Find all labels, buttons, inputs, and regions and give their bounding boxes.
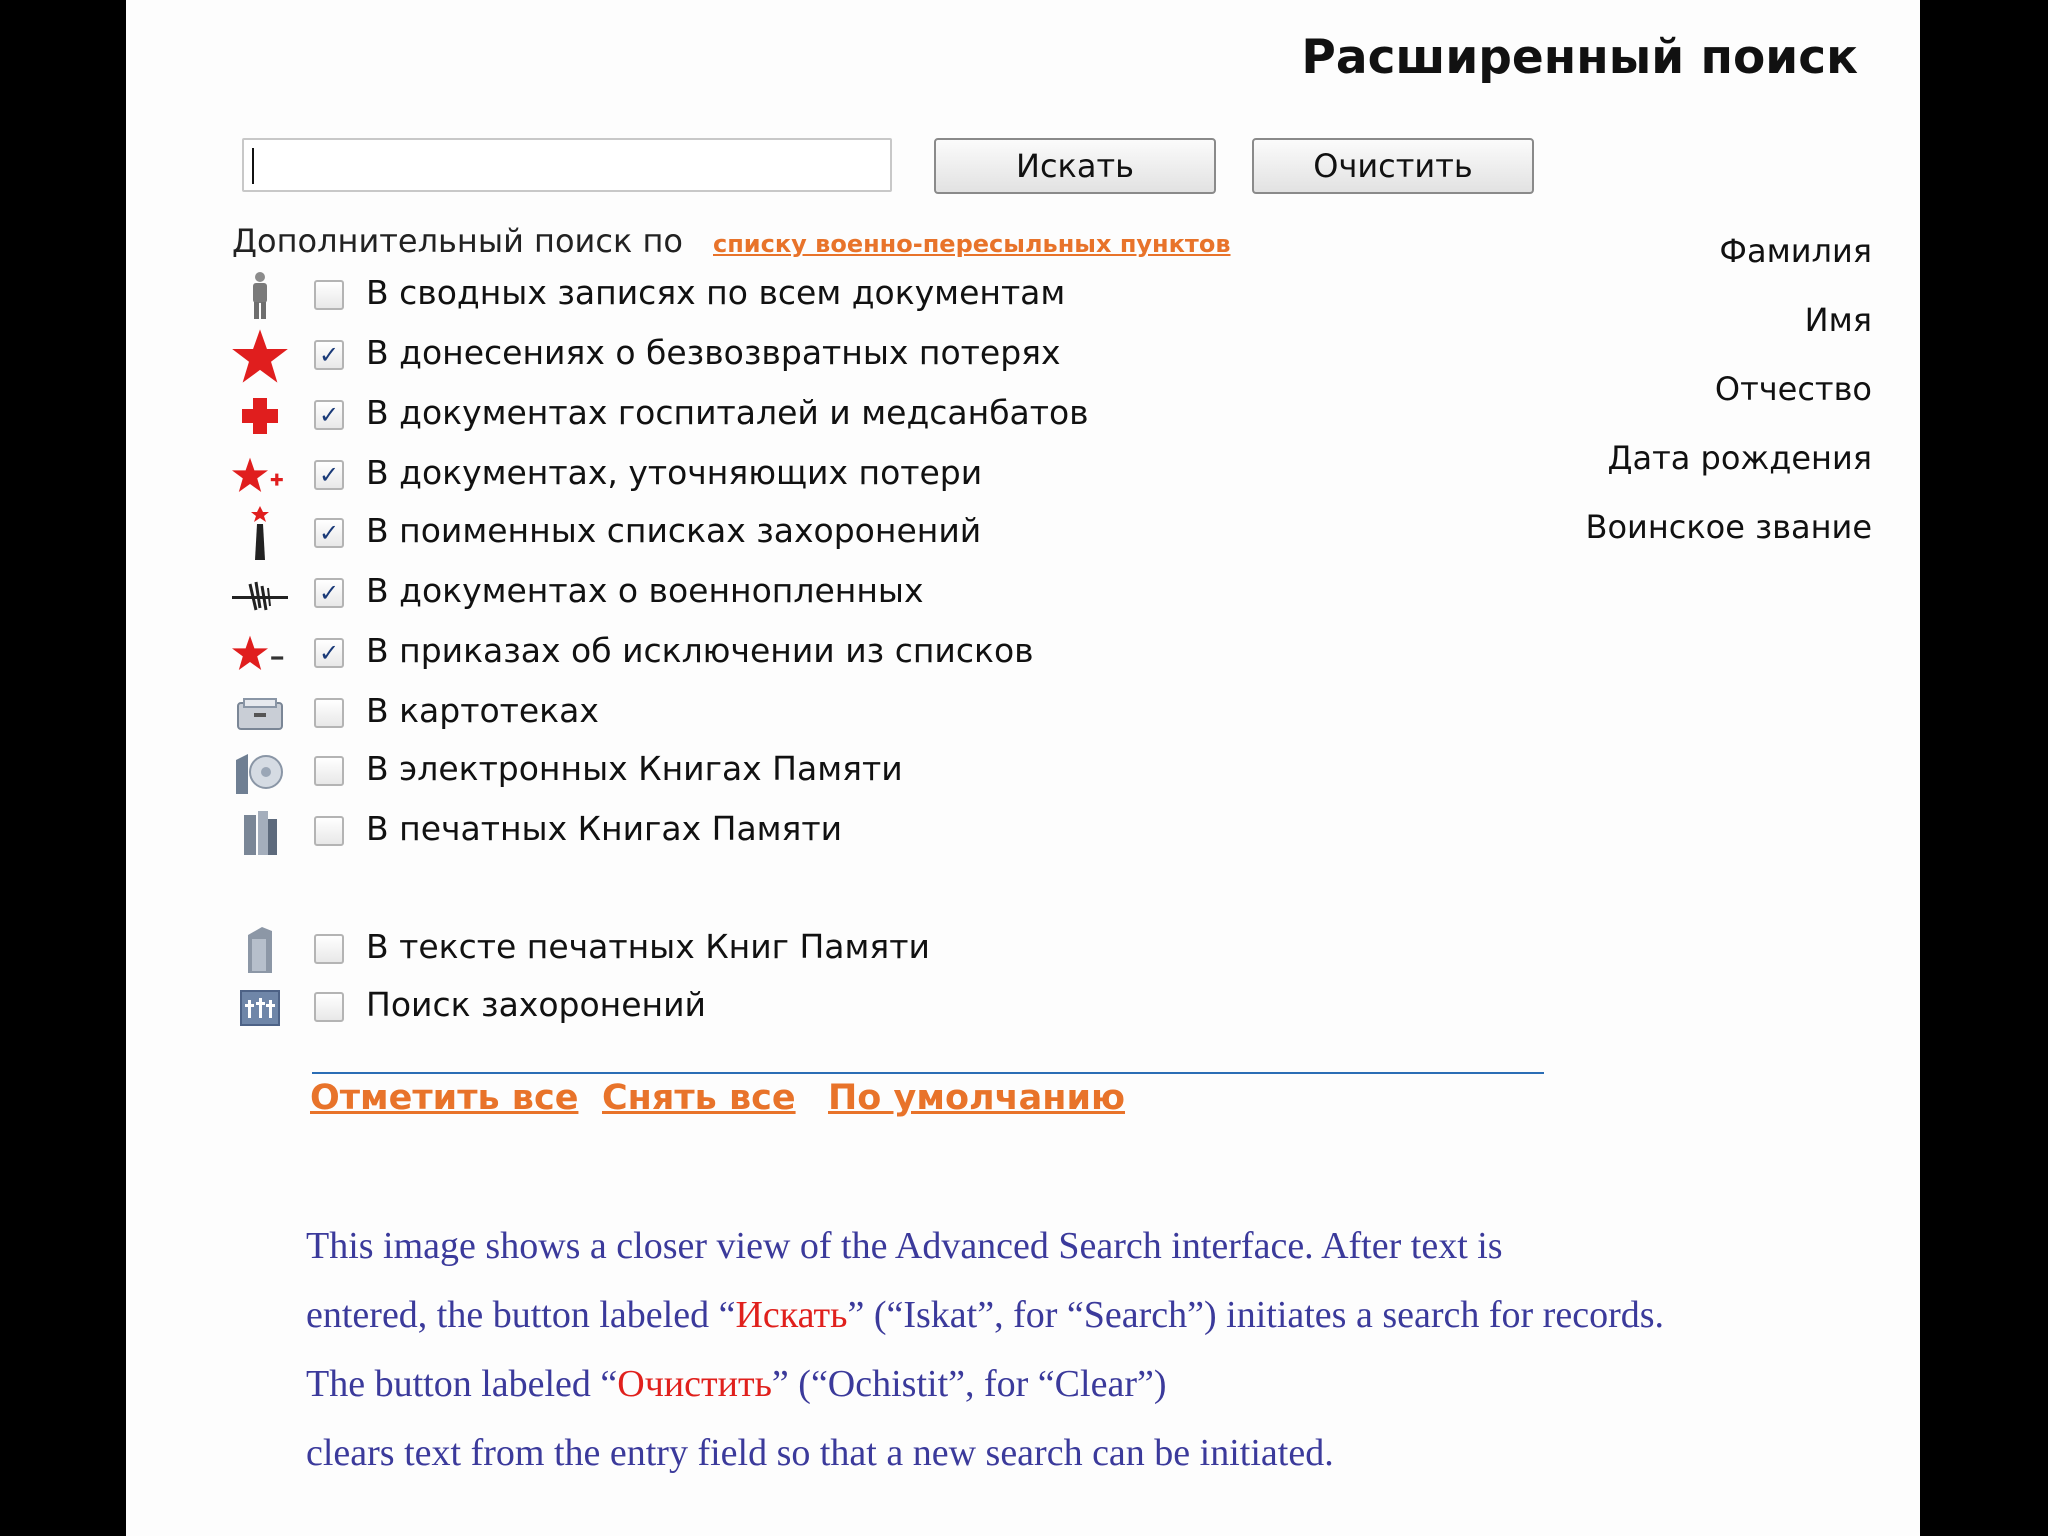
checkbox[interactable] xyxy=(314,698,344,728)
field-label-patronymic: Отчество xyxy=(1714,370,1872,408)
option-label: В донесениях о безвозвратных потерях xyxy=(366,333,1061,372)
option-row[interactable] xyxy=(126,626,1126,682)
cd-book-icon xyxy=(230,744,290,800)
option-label: В картотеках xyxy=(366,691,599,730)
option-row[interactable] xyxy=(126,448,1126,504)
search-button[interactable]: Искать xyxy=(934,138,1216,194)
select-all-link[interactable]: Отметить все xyxy=(310,1078,579,1118)
person-icon xyxy=(230,268,290,324)
option-row[interactable] xyxy=(126,388,1126,444)
note-line xyxy=(306,1350,1886,1419)
option-row[interactable] xyxy=(126,506,1126,562)
star-plus-icon xyxy=(230,448,290,504)
checkbox[interactable] xyxy=(314,992,344,1022)
transit-points-link[interactable]: списку военно-пересыльных пунктов xyxy=(713,230,1231,258)
option-label: Поиск захоронений xyxy=(366,985,706,1024)
divider xyxy=(312,1072,1544,1074)
checkbox[interactable] xyxy=(314,280,344,310)
field-labels xyxy=(1586,232,1873,577)
option-label: В сводных записях по всем документам xyxy=(366,273,1066,312)
option-label: В документах госпиталей и медсанбатов xyxy=(366,393,1089,432)
red-cross-icon xyxy=(230,388,290,444)
barbed-wire-icon xyxy=(230,566,290,622)
extra-search-label: Дополнительный поиск по xyxy=(232,222,683,260)
field-label-name: Имя xyxy=(1804,301,1872,339)
note-text: ” (“Iskat”, for “Search”) initiates a search for records. xyxy=(847,1294,1665,1336)
note-russian-word: Очистить xyxy=(617,1363,772,1405)
page-title: Расширенный поиск xyxy=(1301,30,1858,85)
checkbox[interactable] xyxy=(314,816,344,846)
field-label-military-rank: Воинское звание xyxy=(1585,508,1872,546)
printed-books-icon xyxy=(230,804,290,860)
note-text: entered, the button labeled “ xyxy=(306,1294,736,1336)
option-row[interactable] xyxy=(126,268,1126,324)
note-line: This image shows a closer view of the Advanced Search interface. After text is xyxy=(306,1225,1503,1267)
checkbox[interactable]: ✓ xyxy=(314,340,344,370)
obelisk-icon xyxy=(230,506,290,562)
option-row[interactable] xyxy=(126,566,1126,622)
explanatory-note xyxy=(306,1212,1886,1488)
checkbox[interactable]: ✓ xyxy=(314,518,344,548)
option-label: В документах, уточняющих потери xyxy=(366,453,983,492)
page xyxy=(126,0,1920,1536)
checkbox[interactable]: ✓ xyxy=(314,578,344,608)
default-link[interactable]: По умолчанию xyxy=(828,1078,1126,1118)
option-label: В документах о военнопленных xyxy=(366,571,924,610)
option-label: В тексте печатных Книг Памяти xyxy=(366,927,930,966)
field-label-surname: Фамилия xyxy=(1719,232,1872,270)
option-row[interactable] xyxy=(126,804,1126,860)
burial-map-icon xyxy=(230,980,290,1036)
clear-all-link[interactable]: Снять все xyxy=(602,1078,796,1118)
card-index-icon xyxy=(230,686,290,742)
option-row[interactable] xyxy=(126,744,1126,800)
note-russian-word: Искать xyxy=(735,1294,848,1336)
checkbox[interactable] xyxy=(314,934,344,964)
option-label: В печатных Книгах Памяти xyxy=(366,809,843,848)
checkbox[interactable]: ✓ xyxy=(314,638,344,668)
option-row[interactable] xyxy=(126,922,1126,978)
field-label-birth-date: Дата рождения xyxy=(1607,439,1872,477)
note-text: ” (“Ochistit”, for “Clear”) xyxy=(771,1363,1167,1405)
option-label: В поименных списках захоронений xyxy=(366,511,982,550)
checkbox[interactable]: ✓ xyxy=(314,400,344,430)
option-row[interactable] xyxy=(126,328,1126,384)
red-star-icon xyxy=(230,328,290,384)
text-caret xyxy=(252,148,254,184)
note-line: clears text from the entry field so that a new search can be initiated. xyxy=(306,1432,1334,1474)
search-input[interactable] xyxy=(242,138,892,192)
note-text: The button labeled “ xyxy=(306,1363,618,1405)
option-row[interactable] xyxy=(126,686,1126,742)
clear-button[interactable]: Очистить xyxy=(1252,138,1534,194)
note-line xyxy=(306,1281,1886,1350)
option-label: В электронных Книгах Памяти xyxy=(366,749,903,788)
book-text-icon xyxy=(230,922,290,978)
checkbox[interactable]: ✓ xyxy=(314,460,344,490)
star-minus-icon xyxy=(230,626,290,682)
checkbox[interactable] xyxy=(314,756,344,786)
option-row[interactable] xyxy=(126,980,1126,1036)
option-label: В приказах об исключении из списков xyxy=(366,631,1034,670)
